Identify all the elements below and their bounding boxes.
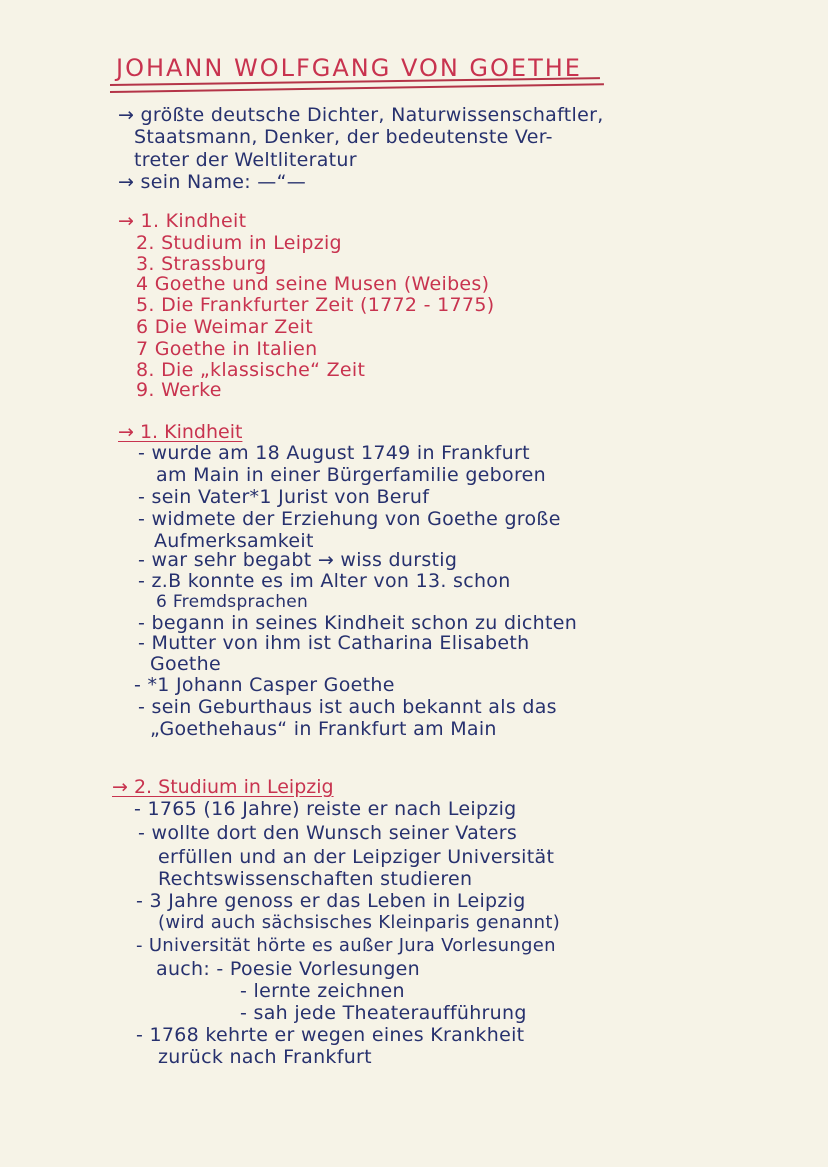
toc-item: 8. Die „klassische“ Zeit: [136, 359, 366, 381]
section1-line: - sein Geburthaus ist auch bekannt als das: [138, 696, 557, 718]
section1-line: Goethe: [150, 653, 222, 675]
section1-line: Aufmerksamkeit: [154, 530, 314, 552]
section2-line: - Universität hörte es außer Jura Vorlesungen: [136, 935, 556, 956]
page-title: JOHANN WOLFGANG VON GOETHE: [116, 54, 582, 82]
section-heading-studium: → 2. Studium in Leipzig: [112, 776, 334, 798]
section1-line: am Main in einer Bürgerfamilie geboren: [156, 464, 546, 486]
intro-line: Staatsmann, Denker, der bedeutenste Ver-: [134, 126, 553, 148]
section1-line: „Goethehaus“ in Frankfurt am Main: [150, 718, 497, 740]
section2-line: - 3 Jahre genoss er das Leben in Leipzig: [136, 890, 526, 912]
section1-line: - *1 Johann Casper Goethe: [134, 674, 395, 696]
section2-line: - wollte dort den Wunsch seiner Vaters: [138, 822, 518, 844]
section2-line: (wird auch sächsisches Kleinparis genannt): [158, 912, 561, 933]
section2-line: - 1765 (16 Jahre) reiste er nach Leipzig: [134, 798, 517, 820]
toc-item: 7 Goethe in Italien: [136, 338, 318, 360]
section1-line: - widmete der Erziehung von Goethe große: [138, 508, 561, 530]
section2-line: Rechtswissenschaften studieren: [158, 868, 473, 890]
toc-item: 4 Goethe und seine Musen (Weibes): [136, 273, 490, 295]
toc-item: → 1. Kindheit: [118, 210, 247, 232]
section1-line: - sein Vater*1 Jurist von Beruf: [138, 486, 430, 508]
section1-line: 6 Fremdsprachen: [156, 592, 309, 612]
section1-line: - wurde am 18 August 1749 in Frankfurt: [138, 442, 530, 464]
toc-item: 3. Strassburg: [136, 253, 267, 275]
section1-line: - begann in seines Kindheit schon zu dichten: [138, 612, 578, 634]
section2-line: zurück nach Frankfurt: [158, 1046, 372, 1068]
section2-line: - sah jede Theateraufführung: [240, 1002, 527, 1024]
toc-item: 6 Die Weimar Zeit: [136, 316, 313, 338]
toc-item: 9. Werke: [136, 379, 222, 401]
section1-line: - war sehr begabt → wiss durstig: [138, 549, 458, 571]
section2-line: erfüllen und an der Leipziger Universität: [158, 846, 555, 868]
section1-line: - Mutter von ihm ist Catharina Elisabeth: [138, 632, 530, 654]
section1-line: - z.B konnte es im Alter von 13. schon: [138, 570, 511, 592]
section-heading-kindheit: → 1. Kindheit: [118, 421, 243, 443]
toc-item: 2. Studium in Leipzig: [136, 232, 342, 254]
section2-line: - lernte zeichnen: [240, 980, 405, 1002]
intro-line: → größte deutsche Dichter, Naturwissenschaftler,: [118, 104, 604, 126]
toc-item: 5. Die Frankfurter Zeit (1772 - 1775): [136, 294, 495, 316]
section2-line: - 1768 kehrte er wegen eines Krankheit: [136, 1024, 525, 1046]
section2-line: auch: - Poesie Vorlesungen: [156, 958, 421, 980]
intro-line: treter der Weltliteratur: [134, 149, 357, 171]
intro-line: → sein Name: —“—: [118, 171, 307, 193]
